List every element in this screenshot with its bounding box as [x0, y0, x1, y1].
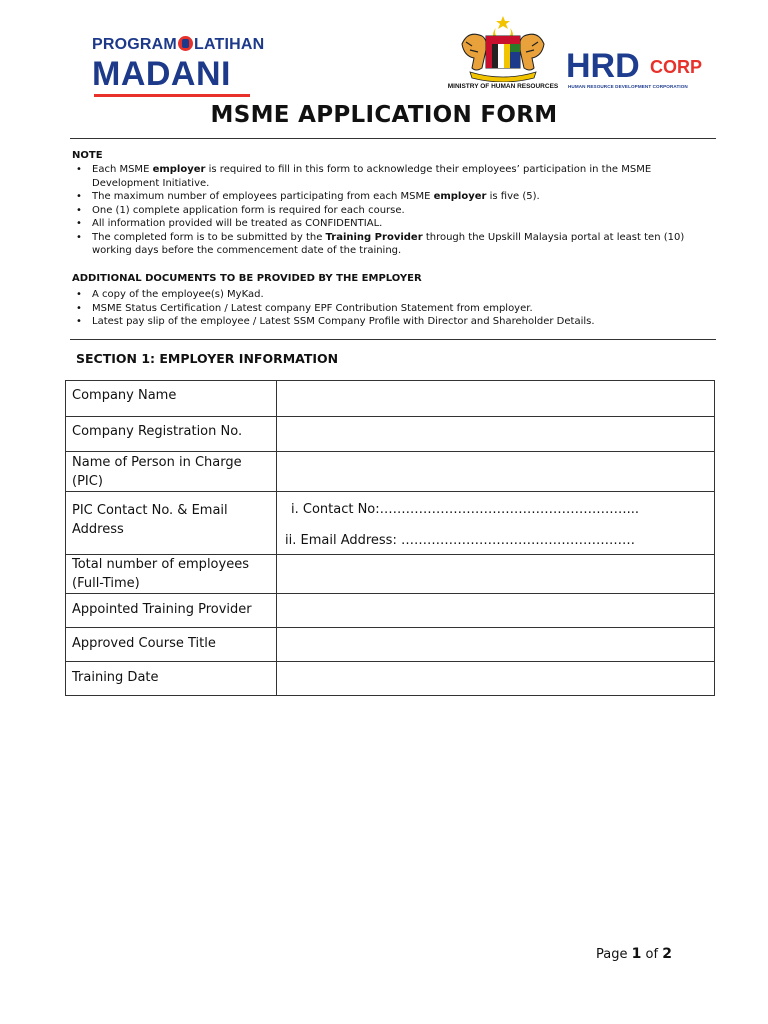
- hrd-tagline: HUMAN RESOURCE DEVELOPMENT CORPORATION: [568, 84, 688, 89]
- logo-latihan-text: LATIHAN: [193, 36, 265, 53]
- logo-program-text: PROGRAM: [92, 36, 177, 53]
- logo-underline: [94, 94, 250, 97]
- table-row: [66, 594, 715, 628]
- total-employees-label: Total number of employees (Full-Time): [66, 555, 277, 594]
- course-title-label: Approved Course Title: [66, 628, 277, 662]
- section-divider: [70, 339, 716, 340]
- course-title-field[interactable]: [277, 628, 715, 662]
- hrd-corp-logo: [566, 46, 718, 94]
- table-row: [66, 417, 715, 452]
- training-provider-field[interactable]: [277, 594, 715, 628]
- table-row: [66, 628, 715, 662]
- note-list: [72, 163, 712, 258]
- employer-info-table: [65, 380, 715, 696]
- coat-of-arms-icon: [440, 14, 566, 82]
- additional-docs-heading: ADDITIONAL DOCUMENTS TO BE PROVIDED BY THE EMPLOYER: [72, 273, 422, 284]
- table-row: [66, 492, 715, 555]
- note-item: • Each MSME employer is required to fill in this form to acknowledge their employees’ participation in the MSME Development Initiative.: [72, 163, 712, 190]
- page-title: MSME APPLICATION FORM: [210, 102, 558, 128]
- registration-no-field[interactable]: [277, 417, 715, 452]
- table-row: [66, 662, 715, 696]
- page-current: 1: [631, 946, 642, 962]
- training-date-field[interactable]: [277, 662, 715, 696]
- ministry-label: MINISTRY OF HUMAN RESOURCES: [447, 83, 559, 90]
- note-item: • One (1) complete application form is required for each course.: [72, 204, 712, 218]
- training-provider-label: Appointed Training Provider: [66, 594, 277, 628]
- table-row: [66, 452, 715, 492]
- hand-mark-icon: [178, 36, 193, 51]
- note-item: • The completed form is to be submitted by the Training Provider through the Upskill Malaysia portal at least ten (10) working days before the commencement date of the training.: [72, 231, 712, 258]
- total-employees-field[interactable]: [277, 555, 715, 594]
- title-divider: [70, 138, 716, 139]
- pic-name-field[interactable]: [277, 452, 715, 492]
- company-name-field[interactable]: [277, 381, 715, 417]
- registration-no-label: Company Registration No.: [66, 417, 277, 452]
- section-1-title: SECTION 1: EMPLOYER INFORMATION: [76, 351, 339, 366]
- page-total: 2: [662, 946, 672, 962]
- company-name-label: Company Name: [66, 381, 277, 417]
- note-heading: NOTE: [72, 150, 103, 161]
- pic-contact-field[interactable]: [277, 492, 715, 555]
- doc-item: • MSME Status Certification / Latest company EPF Contribution Statement from employer.: [72, 302, 712, 316]
- email-address-line[interactable]: ii. Email Address: ………………………………………………: [285, 533, 635, 548]
- note-item: • The maximum number of employees participating from each MSME employer is five (5).: [72, 190, 712, 204]
- page-label: Page: [596, 947, 628, 962]
- doc-item: • Latest pay slip of the employee / Latest SSM Company Profile with Director and Shareholder Details.: [72, 315, 712, 329]
- doc-item: • A copy of the employee(s) MyKad.: [72, 288, 712, 302]
- pic-name-label: Name of Person in Charge (PIC): [66, 452, 277, 492]
- corp-text: CORP: [650, 57, 703, 77]
- table-row: [66, 555, 715, 594]
- note-item: • All information provided will be treated as CONFIDENTIAL.: [72, 217, 712, 231]
- logo-madani-text: MADANI: [92, 55, 231, 93]
- page-number: [596, 946, 672, 962]
- additional-docs-list: [72, 288, 712, 329]
- contact-no-line[interactable]: i. Contact No:…………………………………………………...: [291, 502, 640, 517]
- table-row: [66, 381, 715, 417]
- pic-contact-label: PIC Contact No. & Email Address: [66, 492, 277, 555]
- logo-line-1: [92, 36, 264, 54]
- malaysia-coat-of-arms: [440, 14, 566, 96]
- training-date-label: Training Date: [66, 662, 277, 696]
- page-of: of: [645, 947, 659, 962]
- program-latihan-madani-logo: [92, 36, 265, 96]
- hrd-text: HRD: [566, 47, 640, 85]
